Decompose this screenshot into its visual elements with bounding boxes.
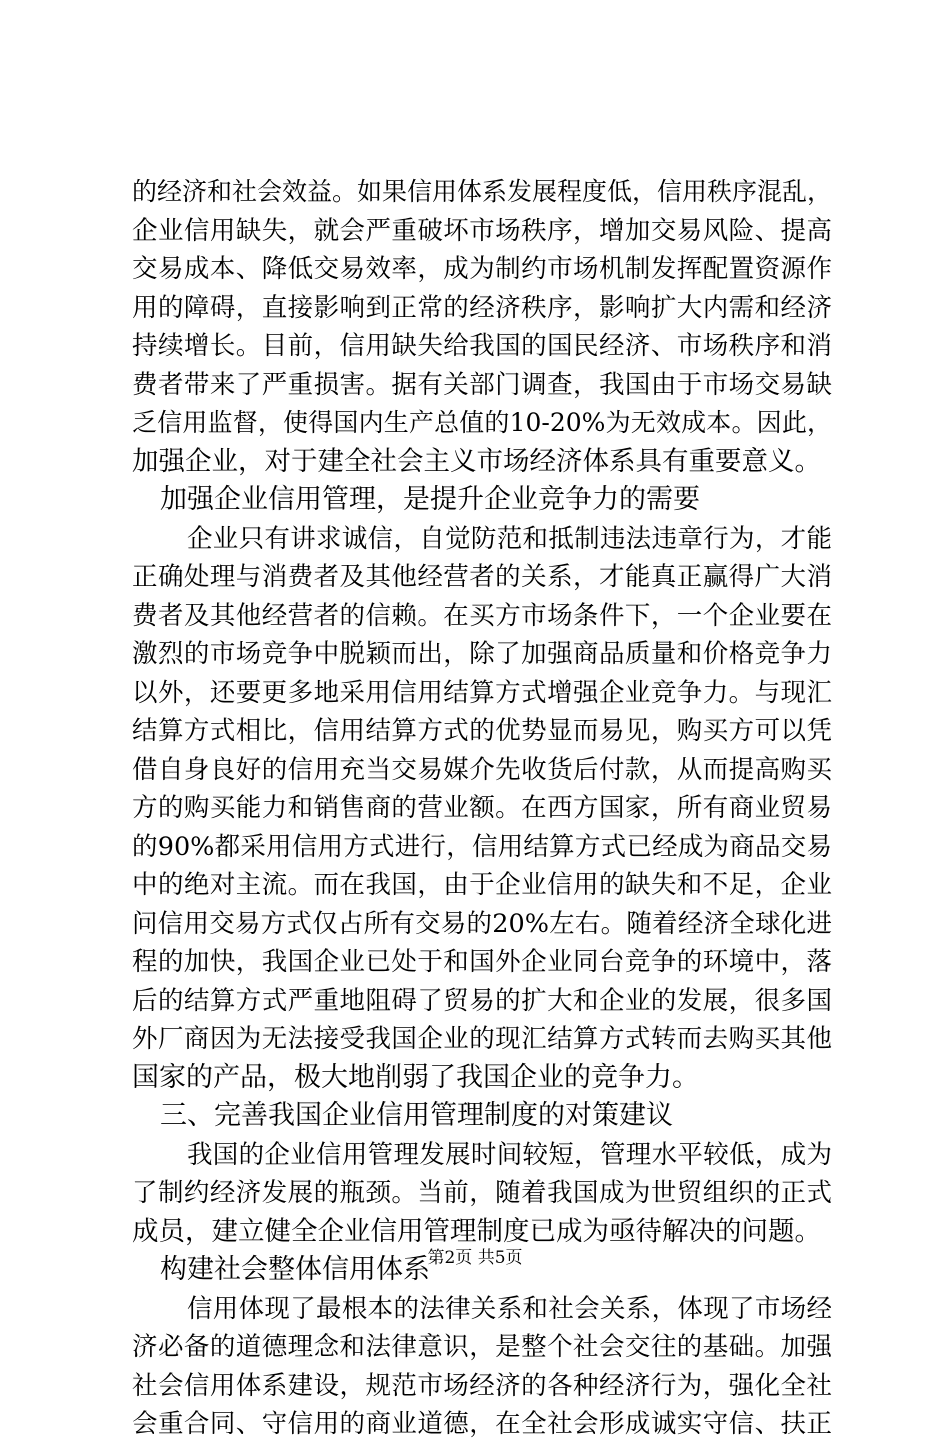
text-line: 加强企业信用管理，是提升企业竞争力的需要: [160, 484, 700, 515]
text-line: 国家的产品，极大地削弱了我国企业的竞争力。: [132, 1061, 699, 1093]
text-line: 后的结算方式严重地阻碍了贸易的扩大和企业的发展，很多国: [132, 985, 832, 1016]
text-line: 以外，还要更多地采用信用结算方式增强企业竞争力。与现汇: [132, 677, 832, 708]
text-line: 三、完善我国企业信用管理制度的对策建议: [160, 1100, 673, 1131]
text-line: 费者及其他经营者的信赖。在买方市场条件下，一个企业要在: [132, 600, 832, 631]
text-line: 加强企业，对于建全社会主义市场经济体系具有重要意义。: [132, 445, 821, 477]
text-line: 借自身良好的信用充当交易媒介先收货后付款，从而提高购买: [132, 754, 832, 785]
text-line: 企业只有讲求诚信，自觉防范和抵制违法违章行为，才能: [187, 523, 832, 554]
text-line: 的经济和社会效益。如果信用体系发展程度低，信用秩序混乱，: [132, 177, 833, 206]
text-line: 济必备的道德理念和法律意识，是整个社会交往的基础。加强: [132, 1332, 832, 1362]
text-line: 激烈的市场竞争中脱颖而出，除了加强商品质量和价格竞争力: [132, 639, 832, 669]
text-line: 外厂商因为无法接受我国企业的现汇结算方式转而去购买其他: [132, 1024, 832, 1054]
text-line: 交易成本、降低交易效率，成为制约市场机制发挥配置资源作: [132, 254, 832, 284]
text-line: 方的购买能力和销售商的营业额。在西方国家，所有商业贸易: [132, 793, 832, 823]
text-line: 持续增长。目前，信用缺失给我国的国民经济、市场秩序和消: [132, 331, 832, 361]
text-line: 成员，建立健全企业信用管理制度已成为亟待解决的问题。: [132, 1215, 821, 1247]
text-line: 我国的企业信用管理发展时间较短，管理水平较低，成为: [187, 1139, 832, 1170]
text-line: 社会信用体系建设，规范市场经济的各种经济行为，强化全社: [132, 1370, 832, 1401]
text-line: 乏信用监督，使得国内生产总值的10-20%为无效成本。因此，: [132, 408, 832, 437]
text-line: 的90%都采用信用方式进行，信用结算方式已经成为商品交易: [132, 831, 832, 862]
text-line: 了制约经济发展的瓶颈。当前，随着我国成为世贸组织的正式: [132, 1178, 832, 1208]
text-line: 构建社会整体信用体系: [160, 1254, 430, 1285]
text-line: 企业信用缺失，就会严重破坏市场秩序，增加交易风险、提高: [132, 215, 832, 246]
page-footer: 第2页 共5页: [427, 1248, 523, 1268]
text-line: 信用体现了最根本的法律关系和社会关系，体现了市场经: [187, 1293, 832, 1324]
text-line: 结算方式相比，信用结算方式的优势显而易见，购买方可以凭: [132, 716, 832, 746]
text-line: 程的加快，我国企业已处于和国外企业同台竞争的环境中，落: [132, 947, 832, 977]
text-line: 用的障碍，直接影响到正常的经济秩序，影响扩大内需和经济: [132, 292, 832, 323]
text-line: 中的绝对主流。而在我国，由于企业信用的缺失和不足，企业: [132, 870, 832, 900]
text-line: 问信用交易方式仅占所有交易的20%左右。随着经济全球化进: [132, 908, 832, 939]
text-line: 费者带来了严重损害。据有关部门调查，我国由于市场交易缺: [132, 369, 832, 400]
text-line: 正确处理与消费者及其他经营者的关系，才能真正赢得广大消: [132, 562, 832, 592]
text-line: 会重合同、守信用的商业道德，在全社会形成诚实守信、扶正: [132, 1409, 832, 1439]
